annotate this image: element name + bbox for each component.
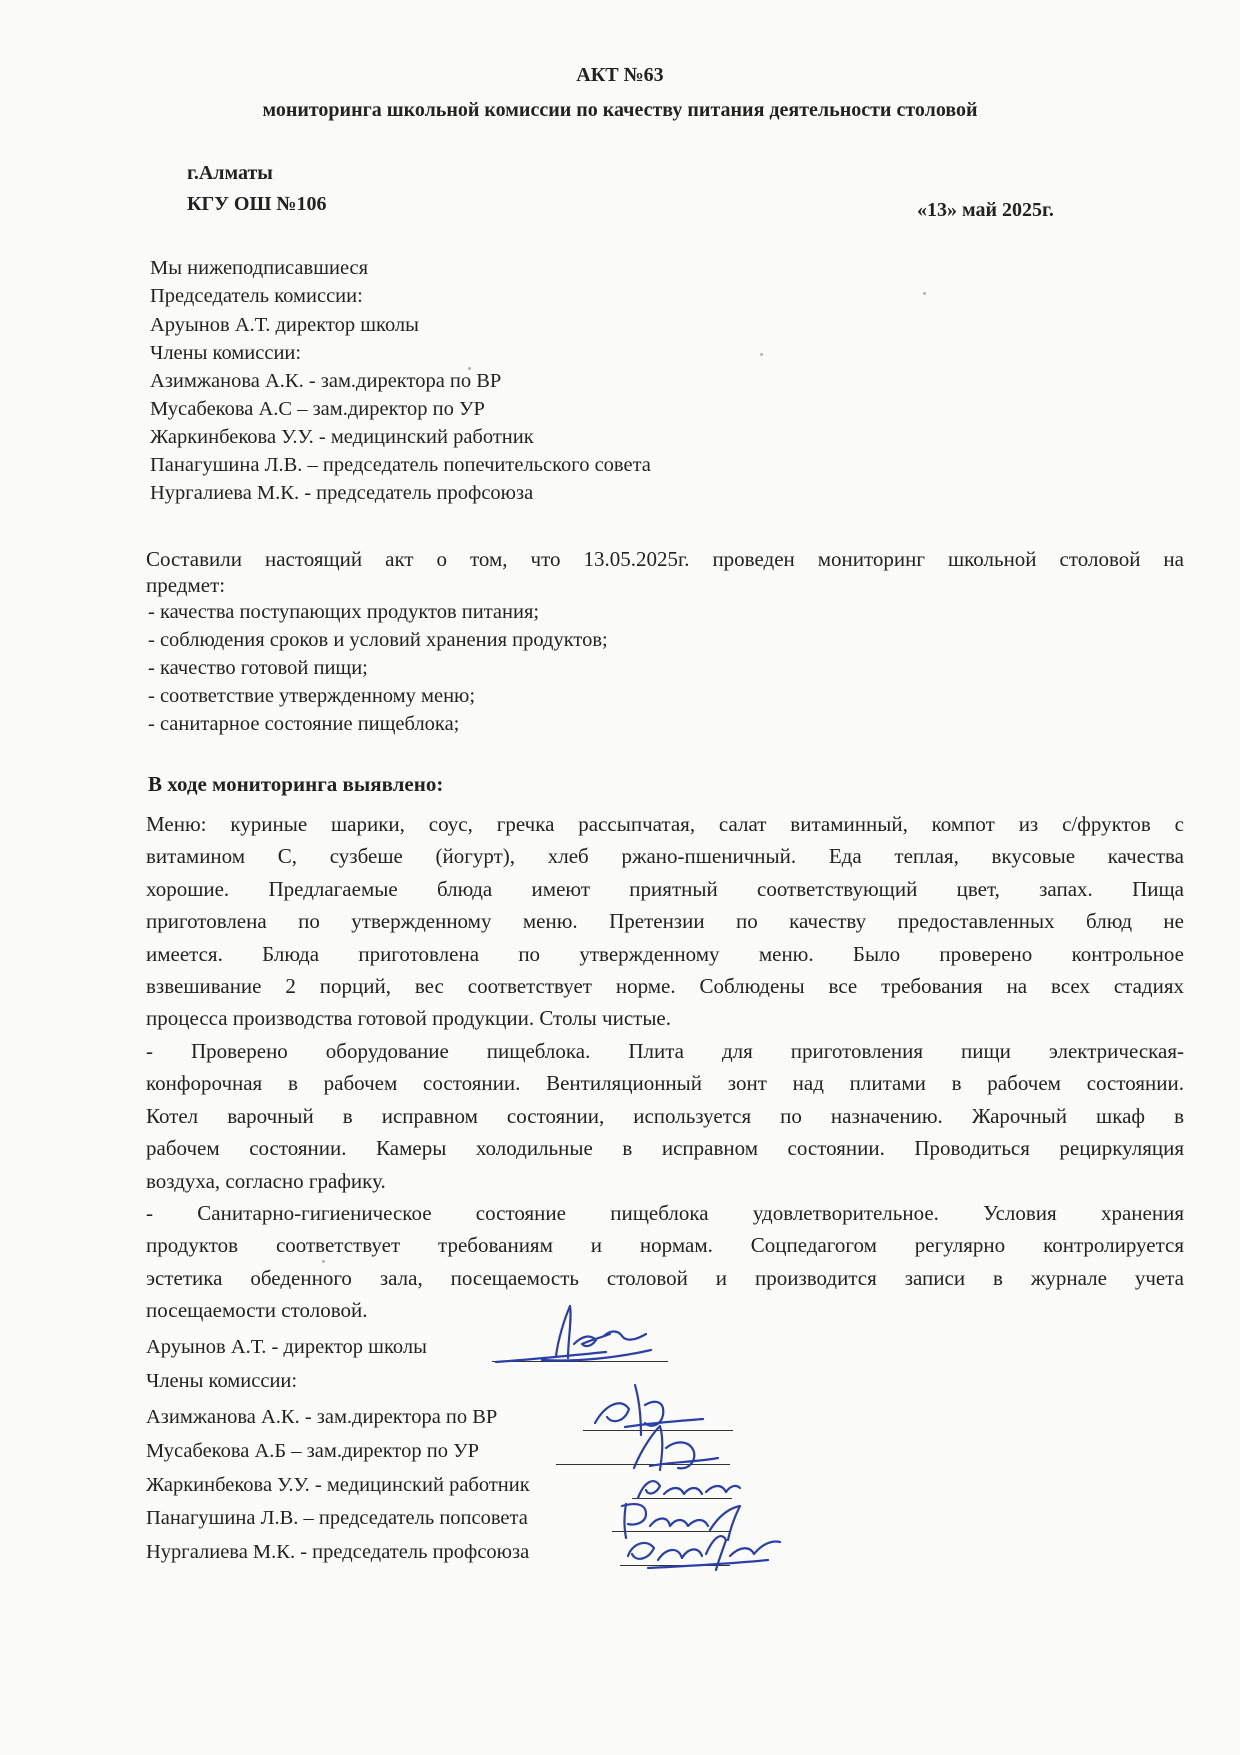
act-subtitle: мониторинга школьной комиссии по качеству питания деятельности столовой: [262, 99, 978, 121]
paragraph-line: эстетика обеденного зала, посещаемость столовой и производится записи в журнале учета: [146, 1265, 1184, 1290]
paragraph-line: приготовлена по утвержденному меню. Претензии по качеству предоставленных блюд не: [146, 909, 1184, 934]
paragraph-line: витамином С, сузбеше (йогурт), хлеб ржано-пшеничный. Еда теплая, вкусовые качества: [146, 844, 1184, 869]
act-date: «13» май 2025г.: [917, 199, 1054, 221]
paragraph-line: - Санитарно-гигиеническое состояние пищеблока удовлетворительное. Условия хранения: [146, 1201, 1184, 1225]
intro-line: Аруынов А.Т. директор школы: [150, 314, 419, 336]
paragraph-line: рабочем состоянии. Камеры холодильные в исправном состоянии. Проводиться рециркуляция: [146, 1136, 1184, 1161]
intro-line: Члены комиссии:: [150, 342, 302, 364]
paragraph-line: воздуха, согласно графику.: [146, 1168, 386, 1193]
equipment-paragraph: [146, 1035, 1184, 1197]
paragraph-line: предмет:: [146, 573, 226, 597]
findings-paragraph: [146, 808, 1184, 1035]
paragraph-line: процесса производства готовой продукции. Столы чистые.: [146, 1006, 671, 1031]
director-signature-label: Аруынов А.Т. - директор школы: [146, 1336, 427, 1358]
member-signature-label: Мусабекова А.Б – зам.директор по УР: [146, 1440, 479, 1462]
member-signature-label: Азимжанова А.К. - зам.директора по ВР: [146, 1406, 498, 1428]
subject-item: - качество готовой пищи;: [148, 657, 368, 679]
city: г.Алматы: [187, 162, 273, 184]
member-signature-label: Панагушина Л.В. – председатель попсовета: [146, 1507, 528, 1529]
intro-line: Мы нижеподписавшиеся: [150, 257, 369, 279]
subject-item: - соответствие утвержденному меню;: [148, 685, 476, 707]
member-signature-label: Жаркинбекова У.У. - медицинский работник: [146, 1474, 530, 1496]
findings-heading: В ходе мониторинга выявлено:: [148, 772, 444, 796]
paragraph-line: хорошие. Предлагаемые блюда имеют приятный соответствующий цвет, запах. Пища: [146, 876, 1184, 901]
paragraph-line: конфорочная в рабочем состоянии. Вентиляционный зонт над плитами в рабочем состоянии.: [146, 1071, 1184, 1096]
member-signature-5: [618, 1526, 788, 1578]
intro-line: Азимжанова А.К. - зам.директора по ВР: [150, 370, 502, 392]
subject-item: - санитарное состояние пищеблока;: [148, 713, 460, 735]
scan-speck: [468, 367, 471, 370]
act-title: АКТ №63: [576, 64, 664, 86]
intro-line: Мусабекова А.С – зам.директор по УР: [150, 398, 485, 420]
subject-item: - соблюдения сроков и условий хранения продуктов;: [148, 629, 608, 651]
paragraph-line: продуктов соответствует требованиям и нормам. Соцпедагогом регулярно контролируется: [146, 1233, 1184, 1258]
scan-speck: [322, 1260, 325, 1263]
members-label: Члены комиссии:: [146, 1370, 298, 1392]
director-signature: [486, 1300, 666, 1375]
intro-line: Нургалиева М.К. - председатель профсоюза: [150, 482, 534, 504]
scan-speck: [923, 292, 926, 295]
member-signature-label: Нургалиева М.К. - председатель профсоюза: [146, 1541, 530, 1563]
organization: КГУ ОШ №106: [187, 193, 327, 215]
intro-line: Жаркинбекова У.У. - медицинский работник: [150, 426, 534, 448]
intro-paragraph: [146, 546, 1184, 598]
paragraph-line: имеется. Блюда приготовлена по утвержденному меню. Было проверено контрольное: [146, 941, 1184, 966]
paragraph-line: Котел варочный в исправном состоянии, используется по назначению. Жарочный шкаф в: [146, 1103, 1184, 1128]
intro-line: Панагушина Л.В. – председатель попечительского совета: [150, 454, 651, 476]
paragraph-line: посещаемости столовой.: [146, 1298, 368, 1323]
paragraph-line: Меню: куриные шарики, соус, гречка рассыпчатая, салат витаминный, компот из с/фруктов с: [146, 812, 1184, 836]
paragraph-line: взвешивание 2 порций, вес соответствует норме. Соблюдены все требования на всех стадиях: [146, 974, 1184, 999]
paragraph-line: Составили настоящий акт о том, что 13.05.2025г. проведен мониторинг школьной столовой на: [146, 547, 1184, 571]
scan-speck: [760, 353, 763, 356]
subject-item: - качества поступающих продуктов питания;: [148, 601, 540, 623]
paragraph-line: - Проверено оборудование пищеблока. Плита для приготовления пищи электрическая-: [146, 1039, 1184, 1063]
intro-line: Председатель комиссии:: [150, 285, 363, 307]
